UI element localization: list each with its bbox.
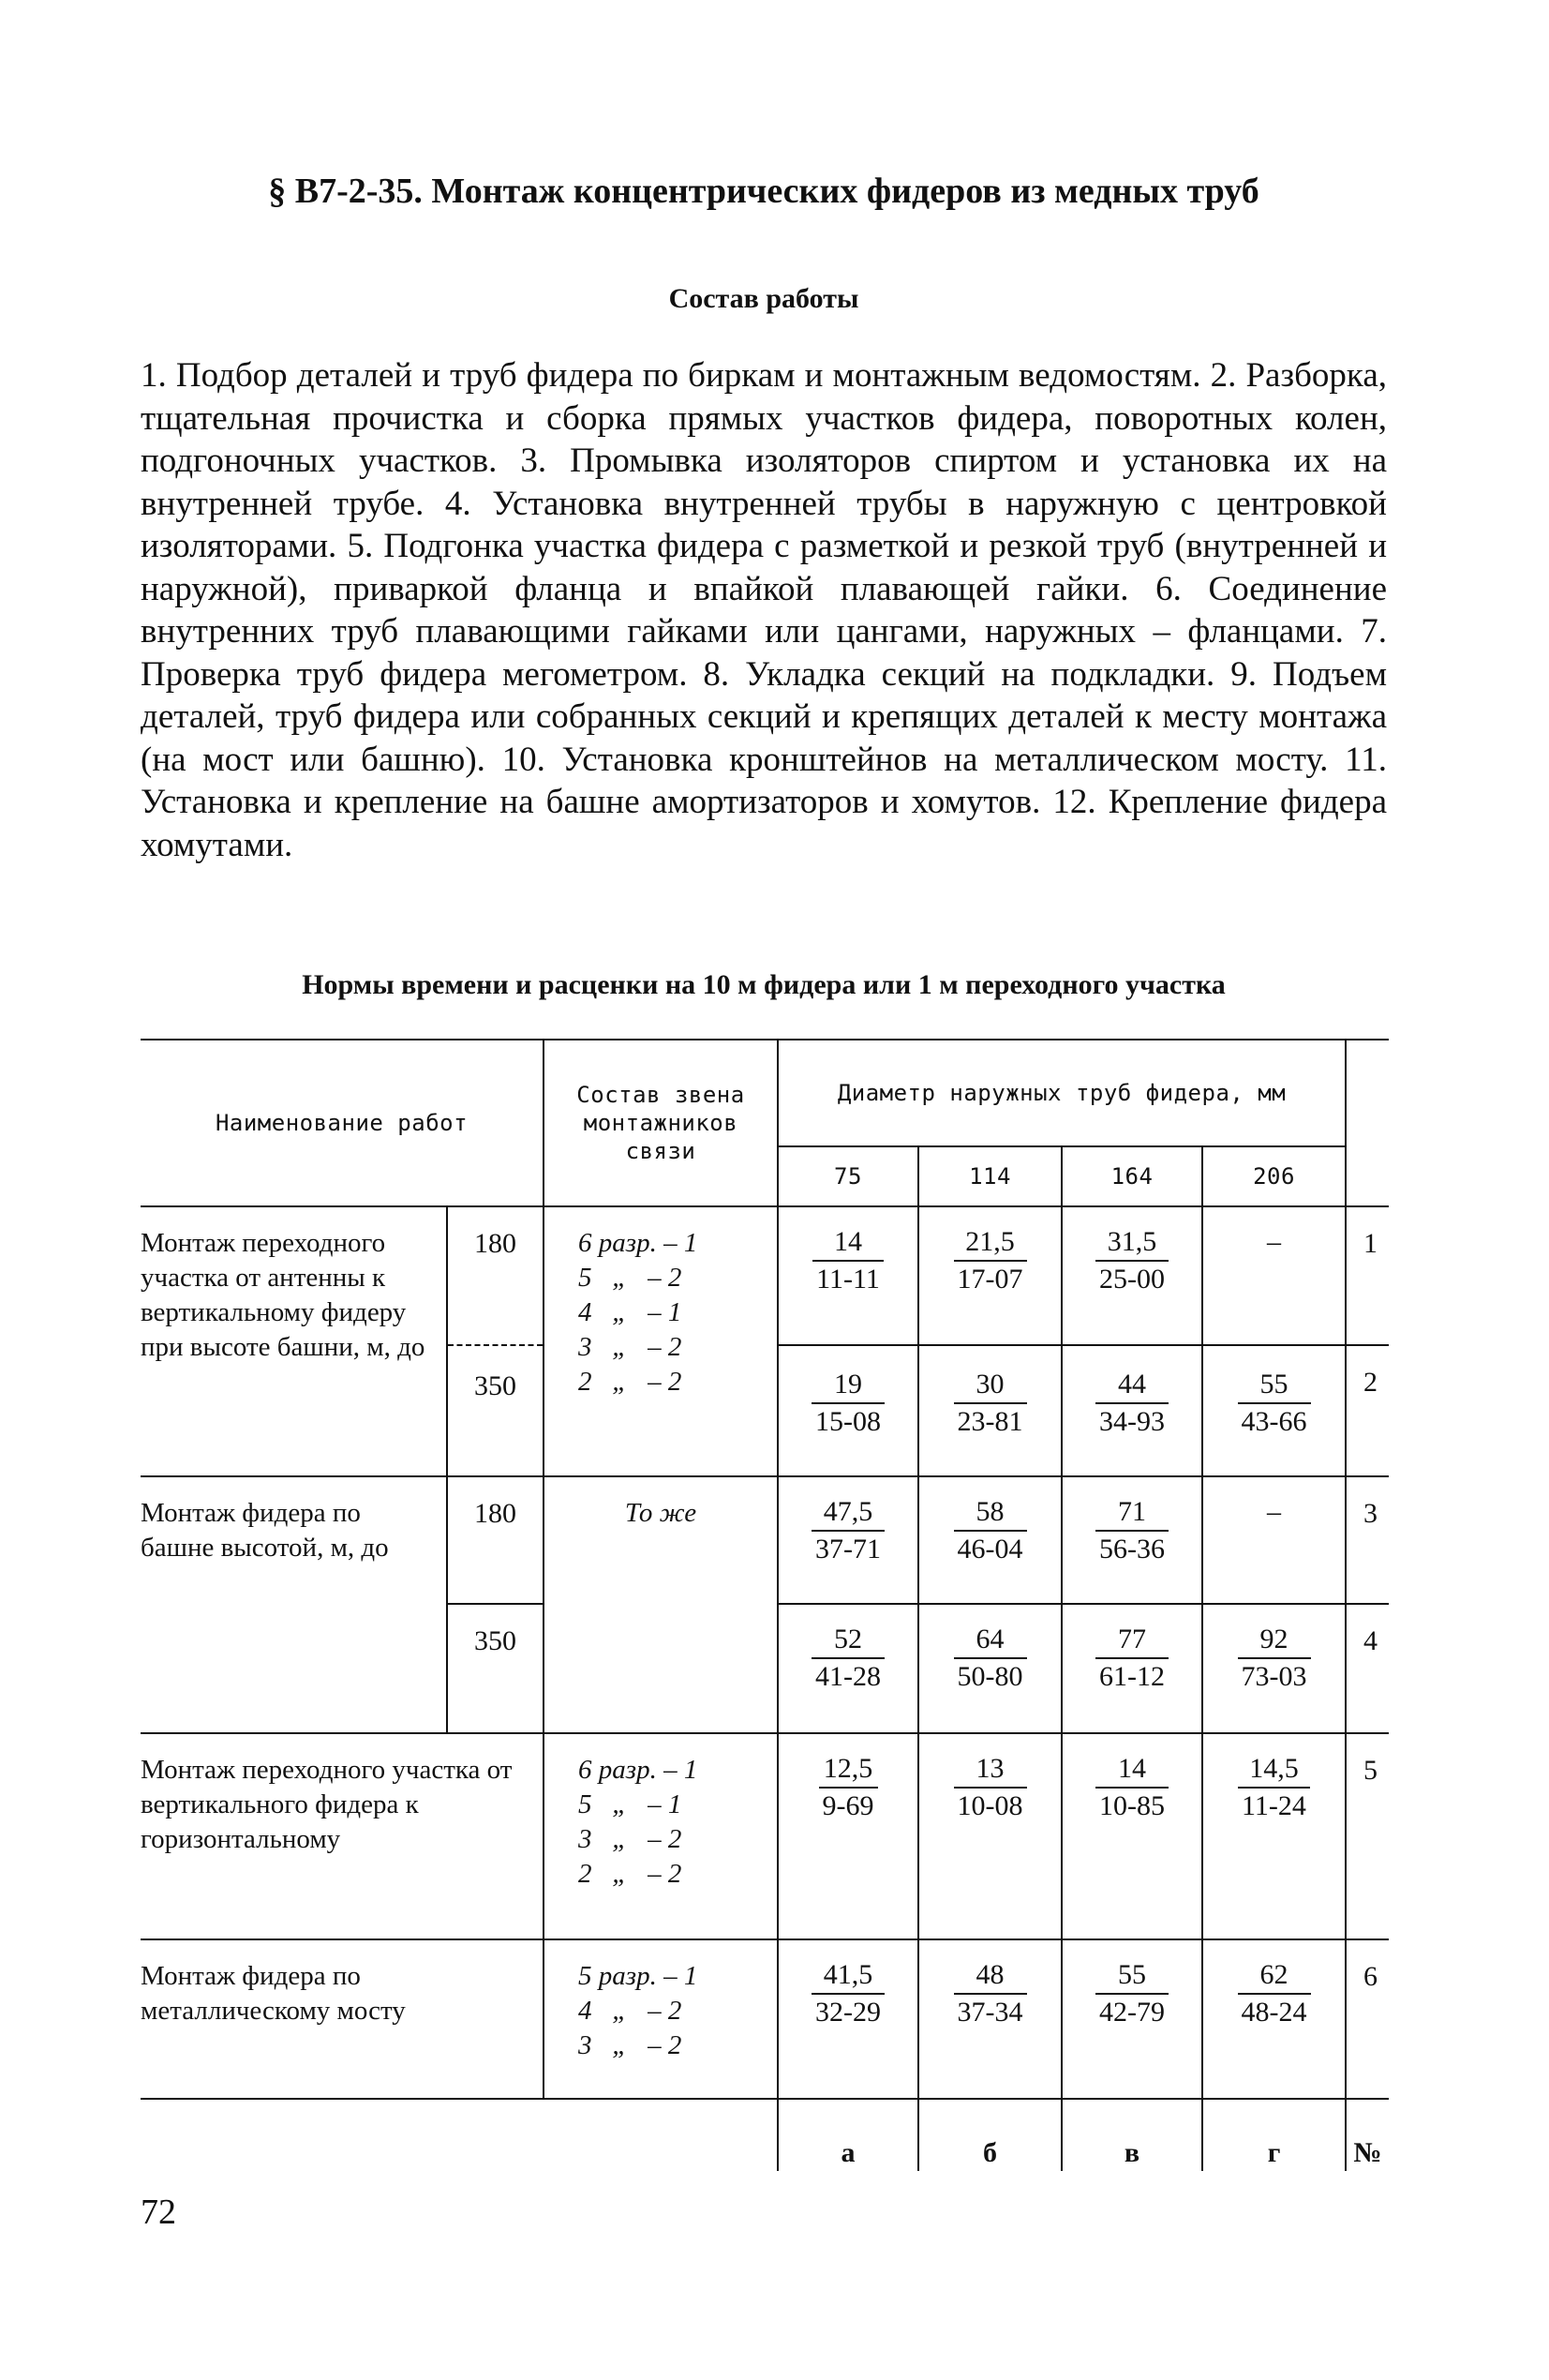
- value-cell: $\frac{21,5}{17-07}$: [918, 1206, 1062, 1345]
- header-diam-206: 206: [1202, 1146, 1346, 1206]
- work-name-transition-antenna: Монтаж переходного участка от антенны к вертикальному фидеру при высоте башни, м, до: [141, 1206, 447, 1476]
- value-cell: $\frac{58}{46-04}$: [918, 1476, 1062, 1604]
- value-cell: $\frac{41,5}{32-29}$: [778, 1939, 918, 2099]
- column-letter: г: [1202, 2099, 1346, 2171]
- value-cell: $\frac{31,5}{25-00}$: [1062, 1206, 1202, 1345]
- value-cell: $\frac{64}{50-80}$: [918, 1604, 1062, 1733]
- crew-composition: То же: [544, 1476, 778, 1733]
- header-diam-164: 164: [1062, 1146, 1202, 1206]
- header-name: Наименование работ: [141, 1040, 544, 1206]
- value-cell: $\frac{52}{41-28}$: [778, 1604, 918, 1733]
- norms-table: [141, 1039, 1389, 2171]
- value-cell: $\frac{77}{61-12}$: [1062, 1604, 1202, 1733]
- height-cell: 180: [447, 1476, 544, 1604]
- value-cell: $\frac{47,5}{37-71}$: [778, 1476, 918, 1604]
- row-number: 6: [1346, 1939, 1389, 2099]
- table-row-1: [141, 1206, 1389, 1345]
- value-cell: $\frac{30}{23-81}$: [918, 1345, 1062, 1476]
- row-number: 5: [1346, 1733, 1389, 1939]
- value-cell: $\frac{44}{34-93}$: [1062, 1345, 1202, 1476]
- value-cell: $\frac{92}{73-03}$: [1202, 1604, 1346, 1733]
- footer-blank: [141, 2099, 778, 2171]
- row-number: 2: [1346, 1345, 1389, 1476]
- header-crew: Состав звена монтажников связи: [544, 1040, 778, 1206]
- table-row-5: [141, 1733, 1389, 1939]
- value-cell: $\frac{12,5}{9-69}$: [778, 1733, 918, 1939]
- crew-composition: 6 разр. – 1 5 „ – 1 3 „ – 2 2 „ – 2: [544, 1733, 778, 1939]
- value-cell: $\frac{48}{37-34}$: [918, 1939, 1062, 2099]
- work-composition-text: 1. Подбор деталей и труб фидера по биркам и монтажным ведомостям. 2. Разборка, тщательная прочистка и сборка прямых участков фидера, поворотных колен, подгоночных участков. 3. Промывка изоляторов спиртом и установка их на внутренней трубе. 4. Установка внутренней трубы в наружную с центровкой изоляторами. 5. Подгонка участка фидера с разметкой и резкой труб (внутренней и наружной), приваркой фланца и впайкой плавающей гайки. 6. Соединение внутренних труб плавающими гайками или цангами, наружных – фланцами. 7. Проверка труб фидера мегометром. 8. Укладка секций на подкладки. 9. Подъем деталей, труб фидера или собранных секций и крепящих деталей к месту монтажа (на мост или башню). 10. Установка кронштейнов на металлическом мосту. 11. Установка и крепление на башне амортизаторов и хомутов. 12. Крепление фидера хомутами.: [141, 356, 1387, 864]
- value-cell: $\frac{55}{42-79}$: [1062, 1939, 1202, 2099]
- column-letter: в: [1062, 2099, 1202, 2171]
- header-num-blank: [1346, 1040, 1389, 1206]
- table-title: Нормы времени и расценки на 10 м фидера или 1 м переходного участка: [302, 969, 1226, 1000]
- height-cell: 350: [447, 1345, 544, 1476]
- header-diam-114: 114: [918, 1146, 1062, 1206]
- value-cell: $\frac{19}{15-08}$: [778, 1345, 918, 1476]
- value-cell: $\frac{71}{56-36}$: [1062, 1476, 1202, 1604]
- work-name-transition-vertical: Монтаж переходного участка от вертикального фидера к горизонтальному: [141, 1733, 544, 1939]
- work-composition-heading: Состав работы: [668, 283, 859, 314]
- section-heading: § В7-2-35. Монтаж концентрических фидеров из медных труб: [268, 172, 1259, 211]
- header-diam-75: 75: [778, 1146, 918, 1206]
- value-cell: –: [1202, 1206, 1346, 1345]
- value-cell: $\frac{62}{48-24}$: [1202, 1939, 1346, 2099]
- value-cell: $\frac{13}{10-08}$: [918, 1733, 1062, 1939]
- page-number: 72: [141, 2193, 176, 2232]
- value-cell: $\frac{55}{43-66}$: [1202, 1345, 1346, 1476]
- value-cell: –: [1202, 1476, 1346, 1604]
- work-name-tower-feeder: Монтаж фидера по башне высотой, м, до: [141, 1476, 447, 1733]
- column-letter: а: [778, 2099, 918, 2171]
- value-cell: $\frac{14}{11-11}$: [778, 1206, 918, 1345]
- table-row-3: [141, 1476, 1389, 1604]
- work-name-bridge-feeder: Монтаж фидера по металлическому мосту: [141, 1939, 544, 2099]
- row-number: 3: [1346, 1476, 1389, 1604]
- row-number: 4: [1346, 1604, 1389, 1733]
- row-number: 1: [1346, 1206, 1389, 1345]
- table-row-6: [141, 1939, 1389, 2099]
- crew-composition: 5 разр. – 1 4 „ – 2 3 „ – 2: [544, 1939, 778, 2099]
- footer-row: [141, 2099, 1389, 2171]
- column-number-sign: №: [1346, 2099, 1389, 2171]
- height-cell: 350: [447, 1604, 544, 1733]
- header-row-1: [141, 1040, 1389, 1146]
- column-letter: б: [918, 2099, 1062, 2171]
- value-cell: $\frac{14}{10-85}$: [1062, 1733, 1202, 1939]
- value-cell: $\frac{14,5}{11-24}$: [1202, 1733, 1346, 1939]
- crew-composition: 6 разр. – 1 5 „ – 2 4 „ – 1 3 „ – 2 2 „ – 2: [544, 1206, 778, 1476]
- header-diameter: Диаметр наружных труб фидера, мм: [778, 1040, 1346, 1146]
- height-cell: 180: [447, 1206, 544, 1345]
